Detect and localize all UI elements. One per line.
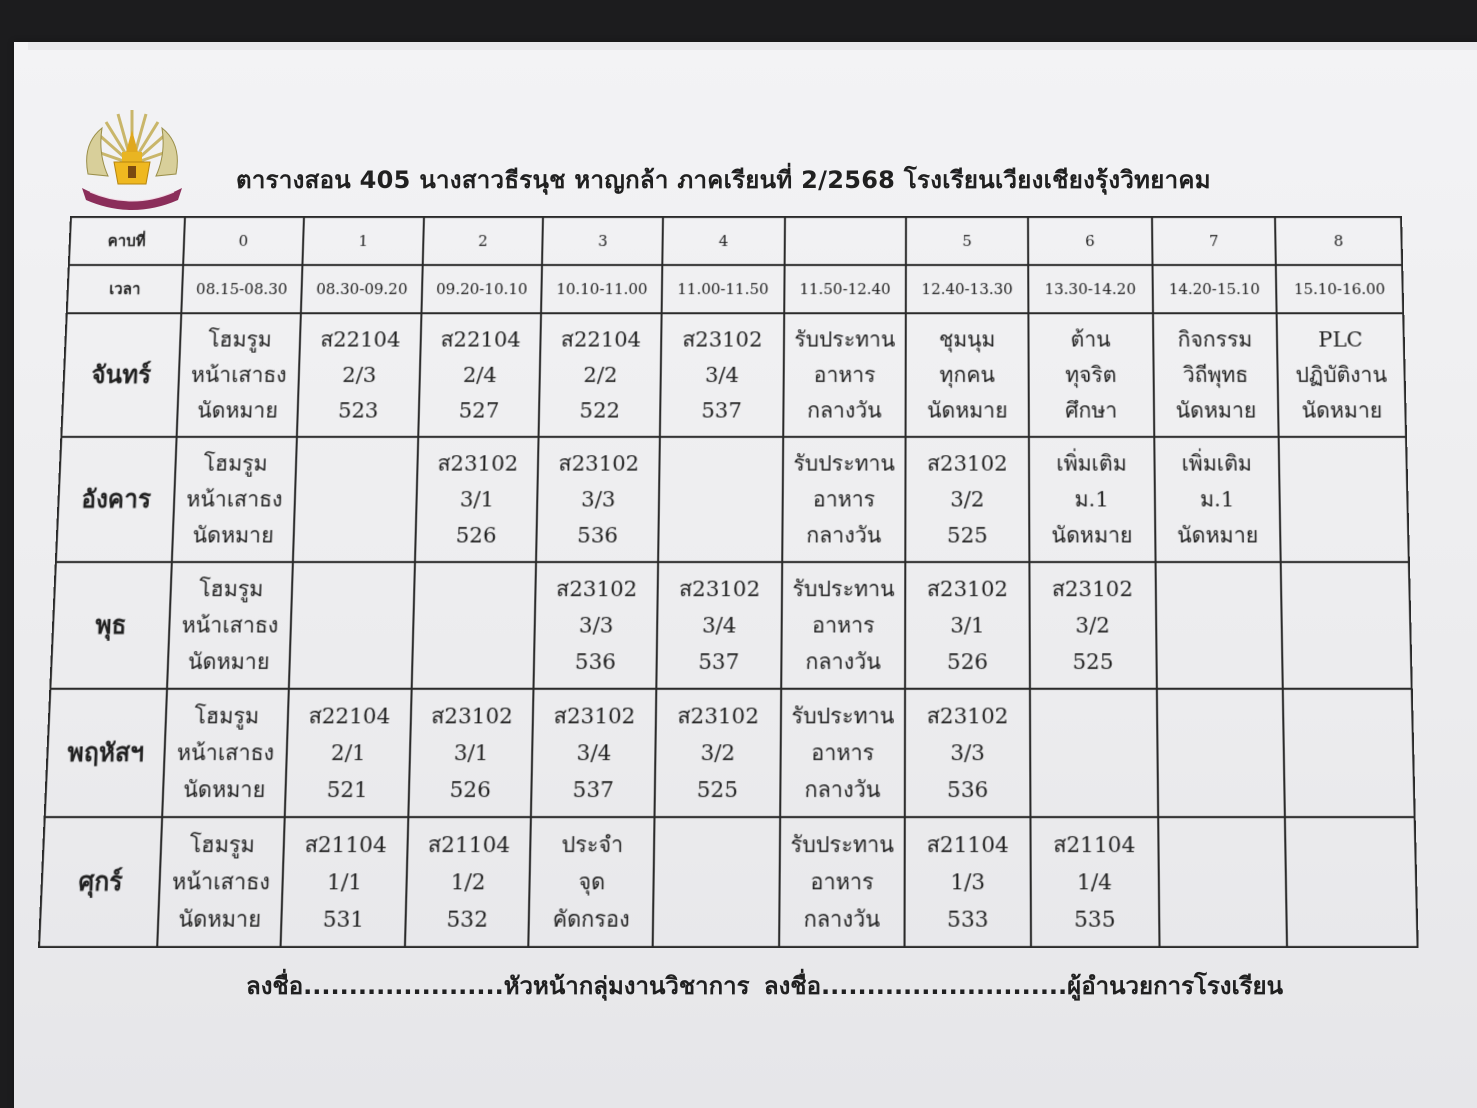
schedule-cell [1029, 562, 1156, 689]
schedule-cell [905, 689, 1030, 817]
time-slot: 11.50-12.40 [784, 265, 906, 313]
period-number: 7 [1152, 217, 1276, 265]
cell-line: ส23102 [437, 450, 519, 476]
day-name: พฤหัสฯ [45, 689, 167, 817]
cell-line: 3/1 [453, 739, 489, 765]
period-number [784, 217, 906, 265]
cell-line: รับประทาน [791, 702, 895, 729]
empty-cell [658, 437, 783, 562]
empty-cell [289, 562, 415, 689]
time-header-row [67, 265, 1403, 313]
cell-line: 535 [1073, 905, 1116, 932]
cell-line: 532 [446, 905, 489, 932]
cell-line: 3/4 [704, 362, 740, 387]
cell-line: 1/1 [326, 868, 363, 895]
cell-line: ต้าน [1070, 326, 1111, 352]
cell-line: อาหาร [813, 362, 876, 387]
cell-line: 533 [947, 905, 989, 932]
cell-line: 523 [337, 397, 379, 423]
time-slot: 11.00-11.50 [662, 265, 785, 313]
cell-line: 536 [577, 522, 619, 548]
cell-line: 2/1 [330, 739, 367, 765]
period-header-row [69, 217, 1402, 265]
schedule-cell [415, 437, 539, 562]
empty-cell [1030, 689, 1158, 817]
cell-line: ส22104 [440, 326, 522, 352]
empty-cell [1281, 562, 1412, 689]
cell-line: นัดหมาย [1175, 397, 1257, 423]
cell-line: 3/2 [950, 486, 985, 512]
cell-line: หน้าเสาธง [185, 486, 283, 512]
cell-line: 3/2 [700, 739, 736, 765]
schedule-cell [1153, 313, 1279, 437]
cell-line: 531 [322, 905, 365, 932]
time-slot: 12.40-13.30 [906, 265, 1028, 313]
schedule-cell [405, 817, 532, 947]
cell-line: นัดหมาย [196, 397, 279, 423]
cell-line: ศึกษา [1064, 397, 1118, 423]
schedule-cell [779, 817, 905, 947]
cell-line: ส23102 [927, 450, 1008, 476]
schedule-cell [1277, 313, 1406, 437]
cell-line: 525 [1072, 648, 1114, 674]
cell-line: 526 [947, 648, 989, 674]
cell-line: หน้าเสาธง [171, 868, 271, 895]
cell-line: หน้าเสาธง [190, 362, 287, 387]
cell-line: ทุกคน [939, 362, 995, 387]
schedule-cell [1030, 817, 1159, 947]
cell-line: นัดหมาย [926, 397, 1008, 423]
cell-line: 1/2 [450, 868, 486, 895]
schedule-cell [167, 562, 293, 689]
cell-line: ส23102 [1051, 575, 1134, 601]
period-number: 8 [1275, 217, 1402, 265]
cell-line: นัดหมาย [192, 522, 275, 548]
day-rows [39, 313, 1418, 947]
schedule-cell [906, 437, 1030, 562]
schedule-cell [780, 689, 906, 817]
schedule-cell [906, 313, 1029, 437]
cell-line: 527 [458, 397, 500, 423]
director-signature: ลงชื่อ...........................ผู้อำนวยการโรงเรียน [763, 972, 1284, 1000]
cell-line: 536 [947, 776, 989, 802]
cell-line: 537 [698, 648, 740, 674]
cell-line: นัดหมาย [1051, 522, 1133, 548]
empty-cell [1285, 817, 1417, 947]
cell-line: โฮมรูม [198, 575, 264, 601]
period-number: 6 [1028, 217, 1152, 265]
schedule-cell [783, 313, 906, 437]
schedule-cell [534, 562, 658, 689]
day-name: พุธ [50, 562, 171, 689]
schedule-cell [781, 562, 906, 689]
time-label: เวลา [67, 265, 183, 313]
cell-line: ส23102 [558, 450, 640, 476]
empty-cell [1155, 562, 1283, 689]
day-row [50, 562, 1411, 689]
cell-line: 2/4 [462, 362, 498, 387]
academic-head-signature: ลงชื่อ......................หัวหน้ากลุ่มงานวิชาการ [246, 972, 750, 1000]
time-slot: 08.15-08.30 [181, 265, 303, 313]
paper-edge [28, 42, 1477, 50]
cell-line: ส23102 [430, 702, 514, 729]
cell-line: รับประทาน [792, 575, 895, 601]
cell-line: อาหาร [812, 486, 876, 512]
cell-line: PLC [1318, 326, 1363, 352]
time-slot: 14.20-15.10 [1152, 265, 1277, 313]
cell-line: รับประทาน [793, 450, 896, 476]
cell-line: ทุจริต [1065, 362, 1117, 387]
cell-line: โฮมรูม [203, 450, 269, 476]
period-number: 4 [662, 217, 784, 265]
empty-cell [653, 817, 780, 947]
cell-line: โฮมรูม [189, 831, 256, 857]
cell-line: โฮมรูม [194, 702, 260, 729]
cell-line: ส23102 [678, 575, 761, 601]
cell-line: 2/2 [583, 362, 618, 387]
cell-line: 2/3 [341, 362, 377, 387]
cell-line: กิจกรรม [1177, 326, 1253, 352]
cell-line: ส21104 [926, 831, 1009, 857]
cell-line: อาหาร [811, 739, 875, 765]
cell-line: นัดหมาย [182, 776, 266, 802]
period-number: 3 [542, 217, 663, 265]
day-name: อังคาร [56, 437, 176, 562]
time-slot: 13.30-14.20 [1028, 265, 1152, 313]
cell-line: ส23102 [553, 702, 636, 729]
signature-line [246, 966, 1284, 1005]
schedule-cell [418, 313, 541, 437]
empty-cell [1158, 817, 1288, 947]
cell-line: กลางวัน [805, 648, 881, 674]
teaching-schedule-table [38, 216, 1419, 948]
time-slot: 08.30-09.20 [301, 265, 422, 313]
cell-line: 537 [701, 397, 742, 423]
cell-line: 3/3 [950, 739, 986, 765]
cell-line: 3/2 [1075, 612, 1111, 638]
schedule-cell [408, 689, 534, 817]
schedule-cell [529, 817, 655, 947]
cell-line: รับประทาน [790, 831, 895, 857]
cell-line: 3/3 [580, 486, 616, 512]
cell-line: ส23102 [926, 702, 1009, 729]
cell-line: นัดหมาย [177, 905, 262, 932]
cell-line: คัดกรอง [552, 905, 630, 932]
schedule-cell [297, 313, 421, 437]
schedule-cell [656, 562, 782, 689]
empty-cell [293, 437, 418, 562]
cell-line: 526 [449, 776, 492, 802]
cell-line: 525 [947, 522, 988, 548]
schedule-cell [782, 437, 906, 562]
cell-line: อาหาร [812, 612, 875, 638]
schedule-cell [660, 313, 784, 437]
schedule-cell [654, 689, 780, 817]
schedule-cell [157, 817, 285, 947]
cell-line: 1/3 [950, 868, 986, 895]
cell-line: หน้าเสาธง [181, 612, 279, 638]
schedule-cell [281, 817, 408, 947]
cell-line: ส21104 [304, 831, 388, 857]
schedule-cell [905, 562, 1030, 689]
cell-line: ประจำ [561, 831, 624, 857]
cell-line: โฮมรูม [207, 326, 273, 352]
cell-line: ส23102 [555, 575, 638, 601]
cell-line: ส22104 [308, 702, 391, 729]
time-slot: 09.20-10.10 [421, 265, 542, 313]
schedule-cell [176, 313, 301, 437]
cell-line: ชุมนุม [938, 326, 996, 352]
schedule-cell [1028, 313, 1154, 437]
school-seal-logo [78, 104, 186, 216]
schedule-cell [531, 689, 656, 817]
schedule-cell [162, 689, 289, 817]
period-number: 1 [303, 217, 424, 265]
empty-cell [1279, 437, 1409, 562]
time-slot: 10.10-11.00 [541, 265, 662, 313]
cell-line: กลางวัน [804, 776, 881, 802]
cell-line: ปฏิบัติงาน [1295, 362, 1388, 387]
cell-line: ม.1 [1199, 486, 1235, 512]
cell-line: อาหาร [810, 868, 874, 895]
cell-line: เพิ่มเติม [1056, 450, 1127, 476]
cell-line: จุด [578, 868, 606, 895]
period-number: 2 [422, 217, 543, 265]
cell-line: วิถีพุทธ [1182, 362, 1249, 387]
cell-line: ส23102 [926, 575, 1009, 601]
day-row [39, 817, 1418, 947]
day-row [61, 313, 1406, 437]
schedule-cell [536, 437, 659, 562]
cell-line: 537 [572, 776, 615, 802]
cell-line: ส22104 [319, 326, 401, 352]
cell-line: 1/4 [1076, 868, 1113, 895]
document-title: ตารางสอน 405 นางสาวธีรนุช หาญกล้า ภาคเรียนที่ 2/2568 โรงเรียนเวียงเชียงรุ้งวิทยาคม [236, 166, 1211, 194]
schedule-cell [1029, 437, 1155, 562]
period-label: คาบที่ [69, 217, 185, 265]
cell-line: หน้าเสาธง [176, 739, 275, 765]
day-name: จันทร์ [61, 313, 180, 437]
cell-line: รับประทาน [794, 326, 896, 352]
cell-line: ส21104 [1053, 831, 1136, 857]
empty-cell [1283, 689, 1415, 817]
cell-line: เพิ่มเติม [1181, 450, 1253, 476]
cell-line: ส23102 [682, 326, 763, 352]
cell-line: 525 [696, 776, 739, 802]
cell-line: กลางวัน [803, 905, 881, 932]
cell-line: กลางวัน [807, 397, 882, 423]
cell-line: 522 [579, 397, 621, 423]
cell-line: ส21104 [427, 831, 511, 857]
day-row [45, 689, 1415, 817]
time-slot: 15.10-16.00 [1276, 265, 1403, 313]
schedule-cell [539, 313, 662, 437]
cell-line: กลางวัน [806, 522, 882, 548]
period-number: 0 [183, 217, 304, 265]
cell-line: ม.1 [1074, 486, 1110, 512]
cell-line: 3/1 [459, 486, 495, 512]
cell-line: นัดหมาย [1301, 397, 1383, 423]
cell-line: 3/3 [578, 612, 614, 638]
cell-line: 521 [326, 776, 369, 802]
schedule-cell [285, 689, 412, 817]
cell-line: นัดหมาย [187, 648, 270, 674]
cell-line: 3/4 [576, 739, 612, 765]
cell-line: นัดหมาย [1176, 522, 1259, 548]
cell-line: 526 [455, 522, 497, 548]
period-number: 5 [906, 217, 1028, 265]
day-row [56, 437, 1409, 562]
cell-line: ส23102 [677, 702, 760, 729]
cell-line: ส22104 [560, 326, 642, 352]
empty-cell [1156, 689, 1285, 817]
empty-cell [411, 562, 536, 689]
schedule-cell [1154, 437, 1281, 562]
cell-line: 536 [574, 648, 617, 674]
schedule-cell [905, 817, 1031, 947]
day-name: ศุกร์ [39, 817, 162, 947]
schedule-cell [171, 437, 297, 562]
cell-line: 3/4 [701, 612, 737, 638]
cell-line: 3/1 [950, 612, 985, 638]
